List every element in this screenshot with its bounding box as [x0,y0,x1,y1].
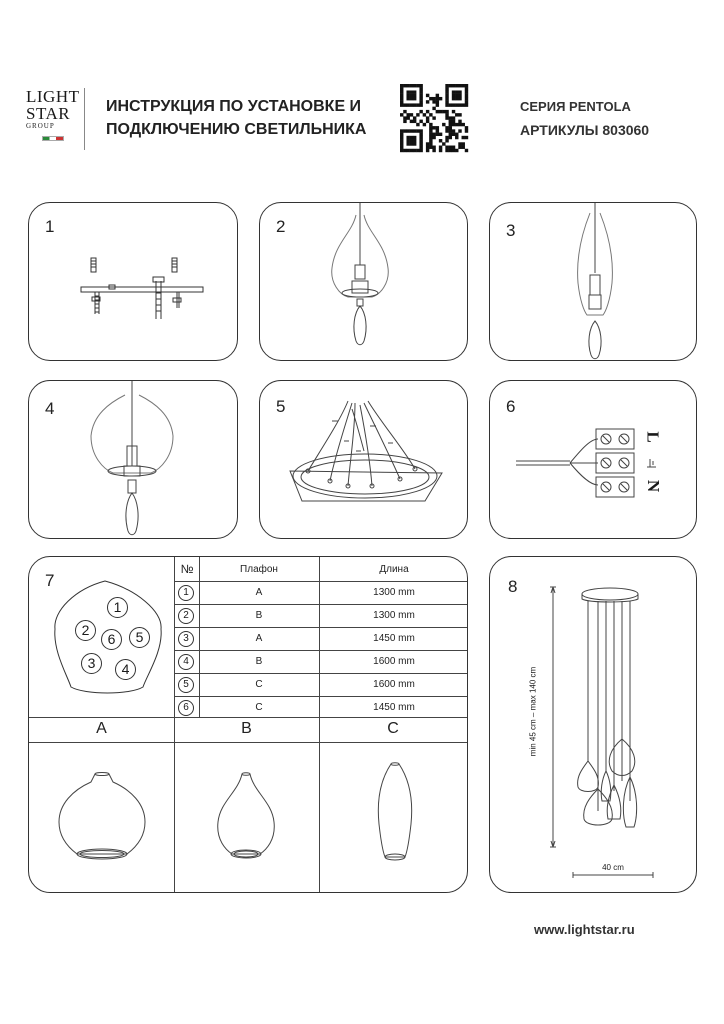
table-row-shade: A [255,633,263,644]
table-row-length: 1450 mm [373,702,415,713]
canopy-position-2: 2 [75,620,96,641]
canopy-position-3: 3 [81,653,102,674]
table-row-number-badge: 3 [178,631,194,647]
canopy-position-5: 5 [129,627,150,648]
table-row-length: 1600 mm [373,679,415,690]
shade-b-label: B [241,720,252,737]
table-row-shade: C [255,702,263,713]
table-row-length: 1300 mm [373,610,415,621]
step-8-number: 8 [508,577,518,596]
table-row-number-badge: 6 [178,700,194,716]
step-5-panel [259,380,468,539]
step-4-panel [28,380,238,539]
table-row-number-badge: 4 [178,654,194,670]
table-header-number: № [180,562,194,576]
canopy-wiring-drawing [260,381,469,540]
page-title [106,97,396,140]
series-info [520,97,680,140]
step-8-panel [489,556,697,893]
shade-c-label: C [387,720,399,737]
wire-label-l: L [643,431,663,443]
width-dimension-label: 40 cm [602,863,624,872]
footer-website-link[interactable]: www.lightstar.ru [534,922,635,937]
shade-b-drawing [174,742,319,892]
wire-label-n: N [644,479,664,493]
height-dimension-label: min 45 cm – max 140 cm [528,666,538,757]
step-3-number: 3 [506,221,516,240]
step-1-number: 1 [45,217,55,236]
table-row-shade: A [255,587,263,598]
canopy-position-4: 4 [115,659,136,680]
title-line-2: ПОДКЛЮЧЕНИЮ СВЕТИЛЬНИКА [106,121,367,138]
table-row-length: 1300 mm [373,587,415,598]
step-7-number: 7 [45,571,55,590]
table-row-number-badge: 1 [178,585,194,601]
step-5-number: 5 [276,397,286,416]
table-row-length: 1600 mm [373,656,415,667]
shade-c-drawing [319,742,467,892]
logo-text-light: LIGHT [26,87,80,106]
table-row-number-badge: 5 [178,677,194,693]
shade-b-assembly-drawing [260,203,469,362]
logo-text-star: STAR [26,104,71,123]
step-3-panel [489,202,697,361]
table-row-number-badge: 2 [178,608,194,624]
terminal-block-drawing [490,381,698,540]
step-7-panel [28,556,468,893]
series-name: СЕРИЯ PENTOLA [520,99,631,114]
qr-code [400,84,468,152]
shade-c-assembly-drawing [490,203,698,362]
step-2-panel [259,202,468,361]
table-header-shade: Плафон [240,564,278,575]
step-2-number: 2 [276,217,286,236]
step-6-number: 6 [506,397,516,416]
logo-text-group: GROUP [26,122,55,130]
step-1-panel [28,202,238,361]
step-4-number: 4 [45,399,55,418]
mounting-bracket-drawing [29,203,239,362]
logo-flag [42,136,64,141]
article-number: АРТИКУЛЫ 803060 [520,122,650,138]
table-header-length: Длина [379,564,409,575]
canopy-position-6: 6 [101,629,122,650]
finished-chandelier-drawing [490,557,698,894]
shade-a-label: A [96,720,107,737]
title-line-1: ИНСТРУКЦИЯ ПО УСТАНОВКЕ И [106,98,362,115]
table-row-shade: C [255,679,263,690]
brand-logo [26,88,85,150]
step-6-panel [489,380,697,539]
shade-a-assembly-drawing [29,381,239,540]
table-row-length: 1450 mm [373,633,415,644]
table-row-shade: B [255,610,263,621]
shade-a-drawing [29,742,174,892]
canopy-position-1: 1 [107,597,128,618]
table-row-shade: B [255,656,263,667]
